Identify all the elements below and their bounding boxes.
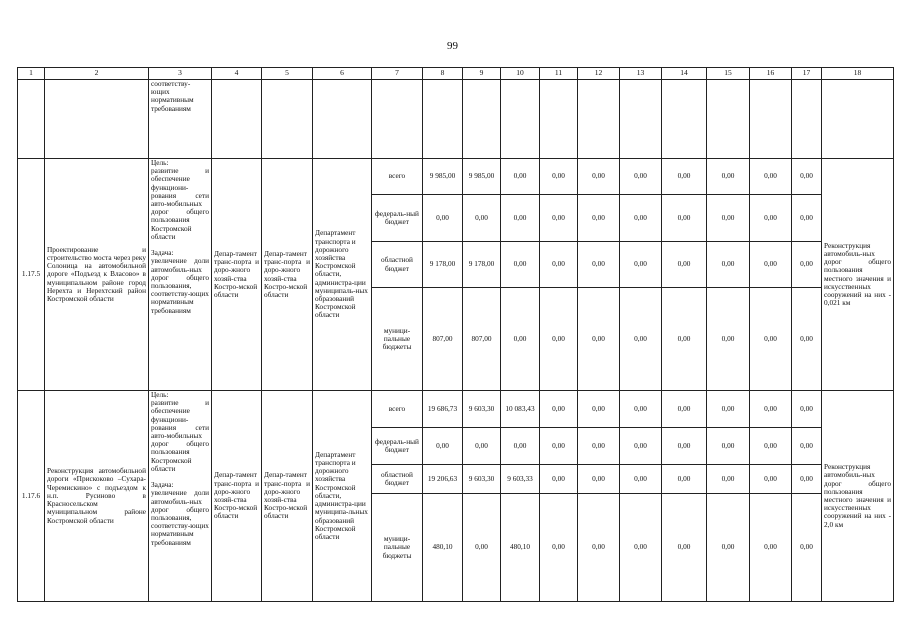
funding-value: 0,00 [578, 195, 620, 242]
funding-value: 0,00 [662, 494, 707, 602]
funding-value: 9 603,30 [463, 465, 501, 494]
cont-cell [18, 80, 45, 159]
funding-value: 0,00 [792, 428, 822, 465]
funding-value: 0,00 [707, 494, 750, 602]
column-header: 8 [423, 68, 463, 80]
funding-value: 0,00 [540, 391, 578, 428]
funding-value: 9 178,00 [463, 242, 501, 288]
column-header: 16 [750, 68, 792, 80]
co-executor: Депар-тамент транс-порта и доро-жного хозяй-ства Костро-мской области [262, 391, 313, 602]
cont-cell [540, 80, 578, 159]
program-table [17, 67, 894, 602]
column-header: 17 [792, 68, 822, 80]
funding-value: 0,00 [423, 428, 463, 465]
funding-value: 0,00 [578, 428, 620, 465]
column-header: 11 [540, 68, 578, 80]
expected-result: Реконструкция автомобиль-ных дорог общего пользования местного значения и искусственных сооружений на них - 2,0 км [822, 391, 894, 602]
funding-value: 0,00 [707, 288, 750, 391]
column-header: 3 [149, 68, 212, 80]
cont-cell [620, 80, 662, 159]
funding-value: 0,00 [540, 159, 578, 195]
cont-cell [792, 80, 822, 159]
funding-value: 0,00 [707, 428, 750, 465]
funding-value: 0,00 [662, 242, 707, 288]
funding-value: 0,00 [540, 288, 578, 391]
funding-source: муници-пальные бюджеты [372, 494, 423, 602]
funding-value: 0,00 [662, 159, 707, 195]
funding-value: 0,00 [540, 195, 578, 242]
cont-cell [45, 80, 149, 159]
funding-value: 0,00 [620, 428, 662, 465]
page-number: 99 [447, 40, 458, 52]
column-header: 9 [463, 68, 501, 80]
funding-value: 10 083,43 [501, 391, 540, 428]
funding-value: 0,00 [501, 195, 540, 242]
funding-value: 0,00 [750, 391, 792, 428]
cont-cell [313, 80, 372, 159]
funding-value: 9 985,00 [423, 159, 463, 195]
funding-value: 0,00 [707, 391, 750, 428]
funding-value: 480,10 [501, 494, 540, 602]
funding-value: 0,00 [578, 494, 620, 602]
cont-cell [212, 80, 262, 159]
column-header: 14 [662, 68, 707, 80]
column-header: 1 [18, 68, 45, 80]
funding-row [18, 391, 894, 428]
funding-value: 0,00 [578, 242, 620, 288]
responsible-executor: Депар-тамент транс-порта и доро-жного хозяй-ства Костро-мской области [212, 391, 262, 602]
cont-cell [578, 80, 620, 159]
funding-value: 9 985,00 [463, 159, 501, 195]
funding-value: 0,00 [707, 465, 750, 494]
funding-value: 9 603,30 [463, 391, 501, 428]
column-header: 7 [372, 68, 423, 80]
funding-value: 0,00 [662, 465, 707, 494]
funding-value: 0,00 [578, 159, 620, 195]
cont-cell [750, 80, 792, 159]
cont-cell [463, 80, 501, 159]
column-header: 13 [620, 68, 662, 80]
funding-value: 0,00 [540, 494, 578, 602]
funding-value: 19 686,73 [423, 391, 463, 428]
cont-cell [372, 80, 423, 159]
funding-value: 0,00 [707, 242, 750, 288]
item-id: 1.17.5 [18, 159, 45, 391]
funding-value: 0,00 [750, 242, 792, 288]
funding-value: 0,00 [578, 465, 620, 494]
item-goal: Цель: развитие и обеспечение функциони-рования сети авто-мобильных дорог общего пользования Костромской области Задача: увеличение доли автомобиль-ных дорог общего пользования, соответству-ющих нормативным требованиям [149, 391, 212, 602]
funding-value: 9 603,33 [501, 465, 540, 494]
funding-value: 0,00 [662, 391, 707, 428]
responsible-executor: Депар-тамент транс-порта и доро-жного хозяй-ства Костро-мской области [212, 159, 262, 391]
header-row [18, 68, 894, 80]
funding-value: 0,00 [463, 195, 501, 242]
funding-source: всего [372, 391, 423, 428]
item-name: Проектирование и строительство моста через реку Солоница на автомобильной дороге «Подъезд к Власово» в муниципальном районе город Нерехта и Нерехтский район Костромской области [45, 159, 149, 391]
co-executor: Депар-тамент транс-порта и доро-жного хозяй-ства Костро-мской области [262, 159, 313, 391]
funding-value: 0,00 [792, 391, 822, 428]
column-header: 15 [707, 68, 750, 80]
funding-value: 0,00 [750, 159, 792, 195]
funding-value: 0,00 [662, 428, 707, 465]
funding-value: 0,00 [501, 159, 540, 195]
funding-value: 0,00 [620, 195, 662, 242]
column-header: 18 [822, 68, 894, 80]
funding-value: 0,00 [501, 428, 540, 465]
column-header: 6 [313, 68, 372, 80]
funding-source: областной бюджет [372, 465, 423, 494]
continuation-row [18, 80, 894, 159]
item-name: Реконструкция автомобильной дороги «Прискоково –Сухара-Черемискино» с подъездом к н.п. Русиново в Красносельском муниципальном районе Костромской области [45, 391, 149, 602]
funding-value: 0,00 [501, 242, 540, 288]
funding-value: 0,00 [540, 242, 578, 288]
funding-value: 0,00 [750, 494, 792, 602]
funding-value: 807,00 [463, 288, 501, 391]
funding-value: 0,00 [578, 288, 620, 391]
funding-value: 19 206,63 [423, 465, 463, 494]
funding-source: всего [372, 159, 423, 195]
column-header: 5 [262, 68, 313, 80]
funding-source: муници-пальные бюджеты [372, 288, 423, 391]
funding-value: 0,00 [620, 288, 662, 391]
column-header: 10 [501, 68, 540, 80]
funding-value: 0,00 [423, 195, 463, 242]
funding-value: 807,00 [423, 288, 463, 391]
funding-value: 0,00 [792, 288, 822, 391]
funding-value: 0,00 [620, 494, 662, 602]
participants: Департамент транспорта и дорожного хозяйства Костромской области, администра-ции муниципаль-ных образований Костромской области [313, 159, 372, 391]
cont-cell [662, 80, 707, 159]
column-header: 12 [578, 68, 620, 80]
item-goal: Цель: развитие и обеспечение функциони-рования сети авто-мобильных дорог общего пользования Костромской области Задача: увеличение доли автомобиль-ных дорог общего пользования, соответству-ющих нормативным требованиям [149, 159, 212, 391]
funding-value: 0,00 [540, 465, 578, 494]
funding-value: 0,00 [578, 391, 620, 428]
expected-result: Реконструкция автомобиль-ных дорог общего пользования местного значения и искусственных сооружений на них - 0,021 км [822, 159, 894, 391]
cont-cell [262, 80, 313, 159]
funding-value: 0,00 [662, 195, 707, 242]
cont-cell [822, 80, 894, 159]
funding-value: 0,00 [750, 195, 792, 242]
funding-value: 0,00 [540, 428, 578, 465]
funding-value: 0,00 [662, 288, 707, 391]
cont-cell [423, 80, 463, 159]
funding-value: 0,00 [620, 159, 662, 195]
funding-value: 0,00 [620, 391, 662, 428]
funding-value: 0,00 [750, 288, 792, 391]
cont-cell [707, 80, 750, 159]
participants: Департамент транспорта и дорожного хозяйства Костромской области, администра-ции муниципа-льных образований Костромской области [313, 391, 372, 602]
funding-source: областной бюджет [372, 242, 423, 288]
funding-value: 0,00 [707, 195, 750, 242]
funding-value: 0,00 [792, 465, 822, 494]
column-header: 2 [45, 68, 149, 80]
funding-value: 0,00 [463, 428, 501, 465]
funding-value: 0,00 [707, 159, 750, 195]
funding-value: 480,10 [423, 494, 463, 602]
funding-value: 0,00 [750, 428, 792, 465]
funding-value: 0,00 [620, 465, 662, 494]
funding-value: 0,00 [792, 159, 822, 195]
funding-source: федераль-ный бюджет [372, 195, 423, 242]
funding-row [18, 159, 894, 195]
column-header: 4 [212, 68, 262, 80]
funding-source: федераль-ный бюджет [372, 428, 423, 465]
funding-value: 9 178,00 [423, 242, 463, 288]
cont-requirements-text: соответству- ющих нормативным требованиям [149, 80, 212, 159]
funding-value: 0,00 [463, 494, 501, 602]
item-id: 1.17.6 [18, 391, 45, 602]
funding-value: 0,00 [750, 465, 792, 494]
cont-cell [501, 80, 540, 159]
funding-value: 0,00 [792, 494, 822, 602]
funding-value: 0,00 [620, 242, 662, 288]
funding-value: 0,00 [792, 242, 822, 288]
funding-value: 0,00 [792, 195, 822, 242]
funding-value: 0,00 [501, 288, 540, 391]
